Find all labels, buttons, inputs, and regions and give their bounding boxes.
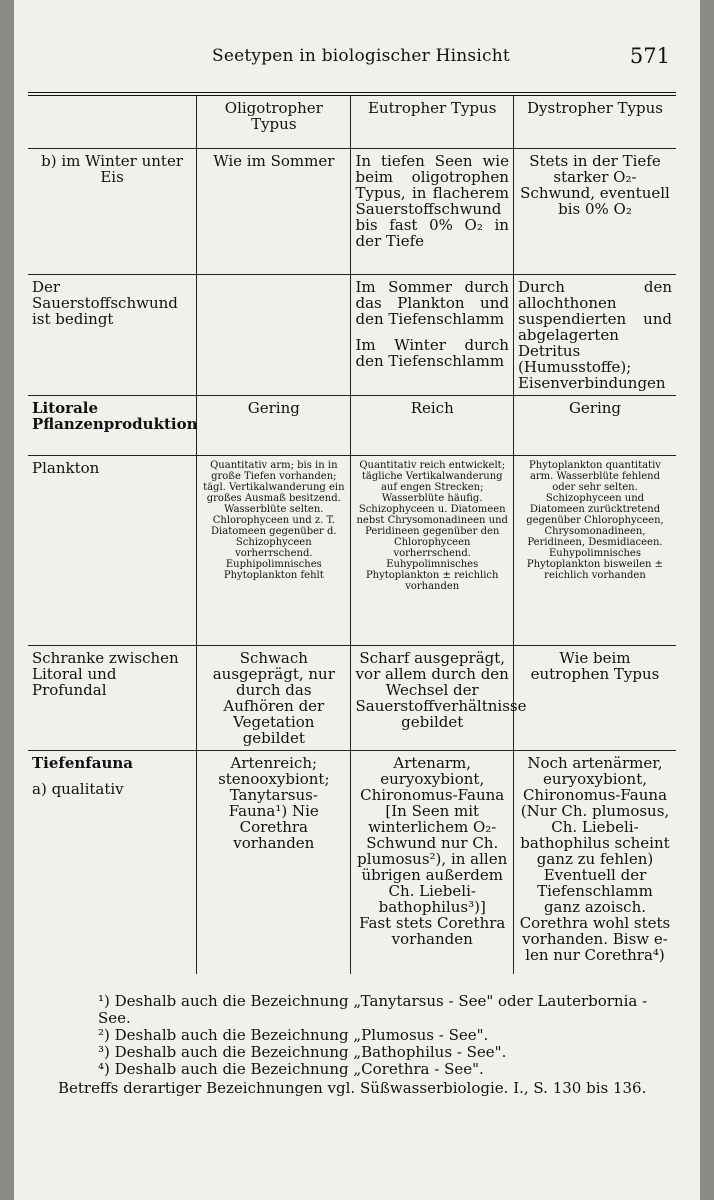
cell-eutroph-fauna: Artenarm, euryoxybiont, Chironomus-Fauna	[360, 753, 505, 804]
table-row	[28, 455, 676, 645]
cell-dystroph: Phytoplankton quantitativ arm. Wasserblüte fehlend oder sehr selten. Schizophyceen und Diatomeen zurücktretend gegenüber Chlorophyceen, Chrysomonadineen, Peridineen, Desmidiaceen. Euhypolimnisches Phytoplankton bisweilen ± reichlich vorhanden	[513, 455, 676, 645]
footnote-2: ²) Deshalb auch die Bezeichnung „Plumosus - See".	[98, 1026, 489, 1044]
table-row	[28, 750, 676, 974]
row-label: Plankton	[28, 455, 197, 645]
cell-eutroph	[351, 750, 514, 974]
lake-types-table	[28, 92, 676, 974]
cell-eutroph: Quantitativ reich entwickelt; tägliche Vertikalwanderung auf engen Strecken; Wasserblüte häufig. Schizophyceen u. Diatomeen nebst Chrysomonadineen und Peridineen gegenüber den Chlorophyceen vorherrschend. Euhypolimnisches Phytoplankton ± reichlich vorhanden	[351, 455, 514, 645]
cell-dystroph: Stets in der Tiefe starker O₂-Schwund, eventuell bis 0% O₂	[513, 148, 676, 274]
footnotes	[58, 993, 678, 1078]
cell-oligotroph: Artenreich; stenooxybiont; Tanytarsus-Fauna¹) Nie Corethra vorhanden	[197, 750, 351, 974]
row-label: Litorale Pflanzenproduktion	[28, 395, 197, 455]
book-page	[14, 0, 700, 1200]
cell-dystroph: Noch artenärmer, euryoxybiont, Chironomus-Fauna (Nur Ch. plumosus, Ch. Liebeli-bathophilus scheint ganz zu fehlen) Eventuell der Tiefenschlamm ganz azoisch. Corethra wohl stets vorhanden. Bisw e- len nur Corethra⁴)	[513, 750, 676, 974]
cell-oligotroph: Wie im Sommer	[197, 148, 351, 274]
footnote-4: ⁴) Deshalb auch die Bezeichnung „Corethra - See".	[98, 1060, 484, 1078]
cell-eutroph-note: [In Seen mit winterlichem O₂-Schwund nur Ch. plumosus²), in allen übrigen außerdem Ch. Liebeli-bathophilus³)]	[357, 801, 508, 916]
row-label: Der Sauerstoffschwund ist bedingt	[28, 274, 197, 395]
header-blank	[28, 94, 197, 148]
cell-eutroph: Scharf ausgeprägt, vor allem durch den Wechsel der Sauerstoffverhältnisse gebildet	[351, 645, 514, 750]
cell-oligotroph: Gering	[197, 395, 351, 455]
footnote-1: ¹) Deshalb auch die Bezeichnung „Tanytarsus - See" oder Lauterbornia - See.	[98, 992, 648, 1027]
page-number: 571	[629, 44, 670, 68]
cell-dystroph: Gering	[513, 395, 676, 455]
row-label-cell	[28, 750, 197, 974]
cell-eutroph-corethra: Fast stets Corethra vorhanden	[359, 913, 506, 948]
cell-dystroph: Wie beim eutrophen Typus	[513, 645, 676, 750]
running-title: Seetypen in biologischer Hinsicht	[212, 46, 510, 66]
table-row	[28, 274, 676, 395]
cell-eutroph: Reich	[351, 395, 514, 455]
table-header-row	[28, 94, 676, 148]
cell-eutroph	[351, 274, 514, 395]
row-label: Tiefenfauna	[32, 753, 134, 772]
row-sublabel: a) qualitativ	[32, 779, 124, 798]
cell-eutroph-summer: Im Sommer durch das Plankton und den Tiefenschlamm	[355, 277, 509, 328]
cell-oligotroph: Schwach ausgeprägt, nur durch das Aufhören der Vegetation gebildet	[197, 645, 351, 750]
cell-eutroph-winter: Im Winter durch den Tiefenschlamm	[355, 335, 509, 370]
table-row	[28, 148, 676, 274]
row-label: Schranke zwischen Litoral und Profundal	[28, 645, 197, 750]
header-eutroph: Eutropher Typus	[351, 94, 514, 148]
cell-oligotroph	[197, 274, 351, 395]
table-row	[28, 395, 676, 455]
table-row	[28, 645, 676, 750]
cell-eutroph: In tiefen Seen wie beim oligotrophen Typus, in flacherem Sauerstoffschwund bis fast 0% O₂ in der Tiefe	[351, 148, 514, 274]
header-oligotroph: Oligotropher Typus	[197, 94, 351, 148]
footnote-3: ³) Deshalb auch die Bezeichnung „Bathophilus - See".	[98, 1043, 507, 1061]
header-dystroph: Dystropher Typus	[513, 94, 676, 148]
cell-oligotroph: Quantitativ arm; bis in in große Tiefen vorhanden; tägl. Vertikalwanderung ein großes Ausmaß besitzend. Wasserblüte selten. Chlorophyceen und z. T. Diatomeen gegenüber d. Schizophyceen vorherrschend. Euphipolimnisches Phytoplankton fehlt	[197, 455, 351, 645]
closing-reference: Betreffs derartiger Bezeichnungen vgl. Süßwasserbiologie. I., S. 130 bis 136.	[58, 1079, 647, 1097]
cell-dystroph: Durch den allochthonen suspendierten und abgelagerten Detritus (Humusstoffe); Eisenverbindungen	[513, 274, 676, 395]
row-label: b) im Winter unter Eis	[28, 148, 197, 274]
running-head	[14, 44, 700, 74]
